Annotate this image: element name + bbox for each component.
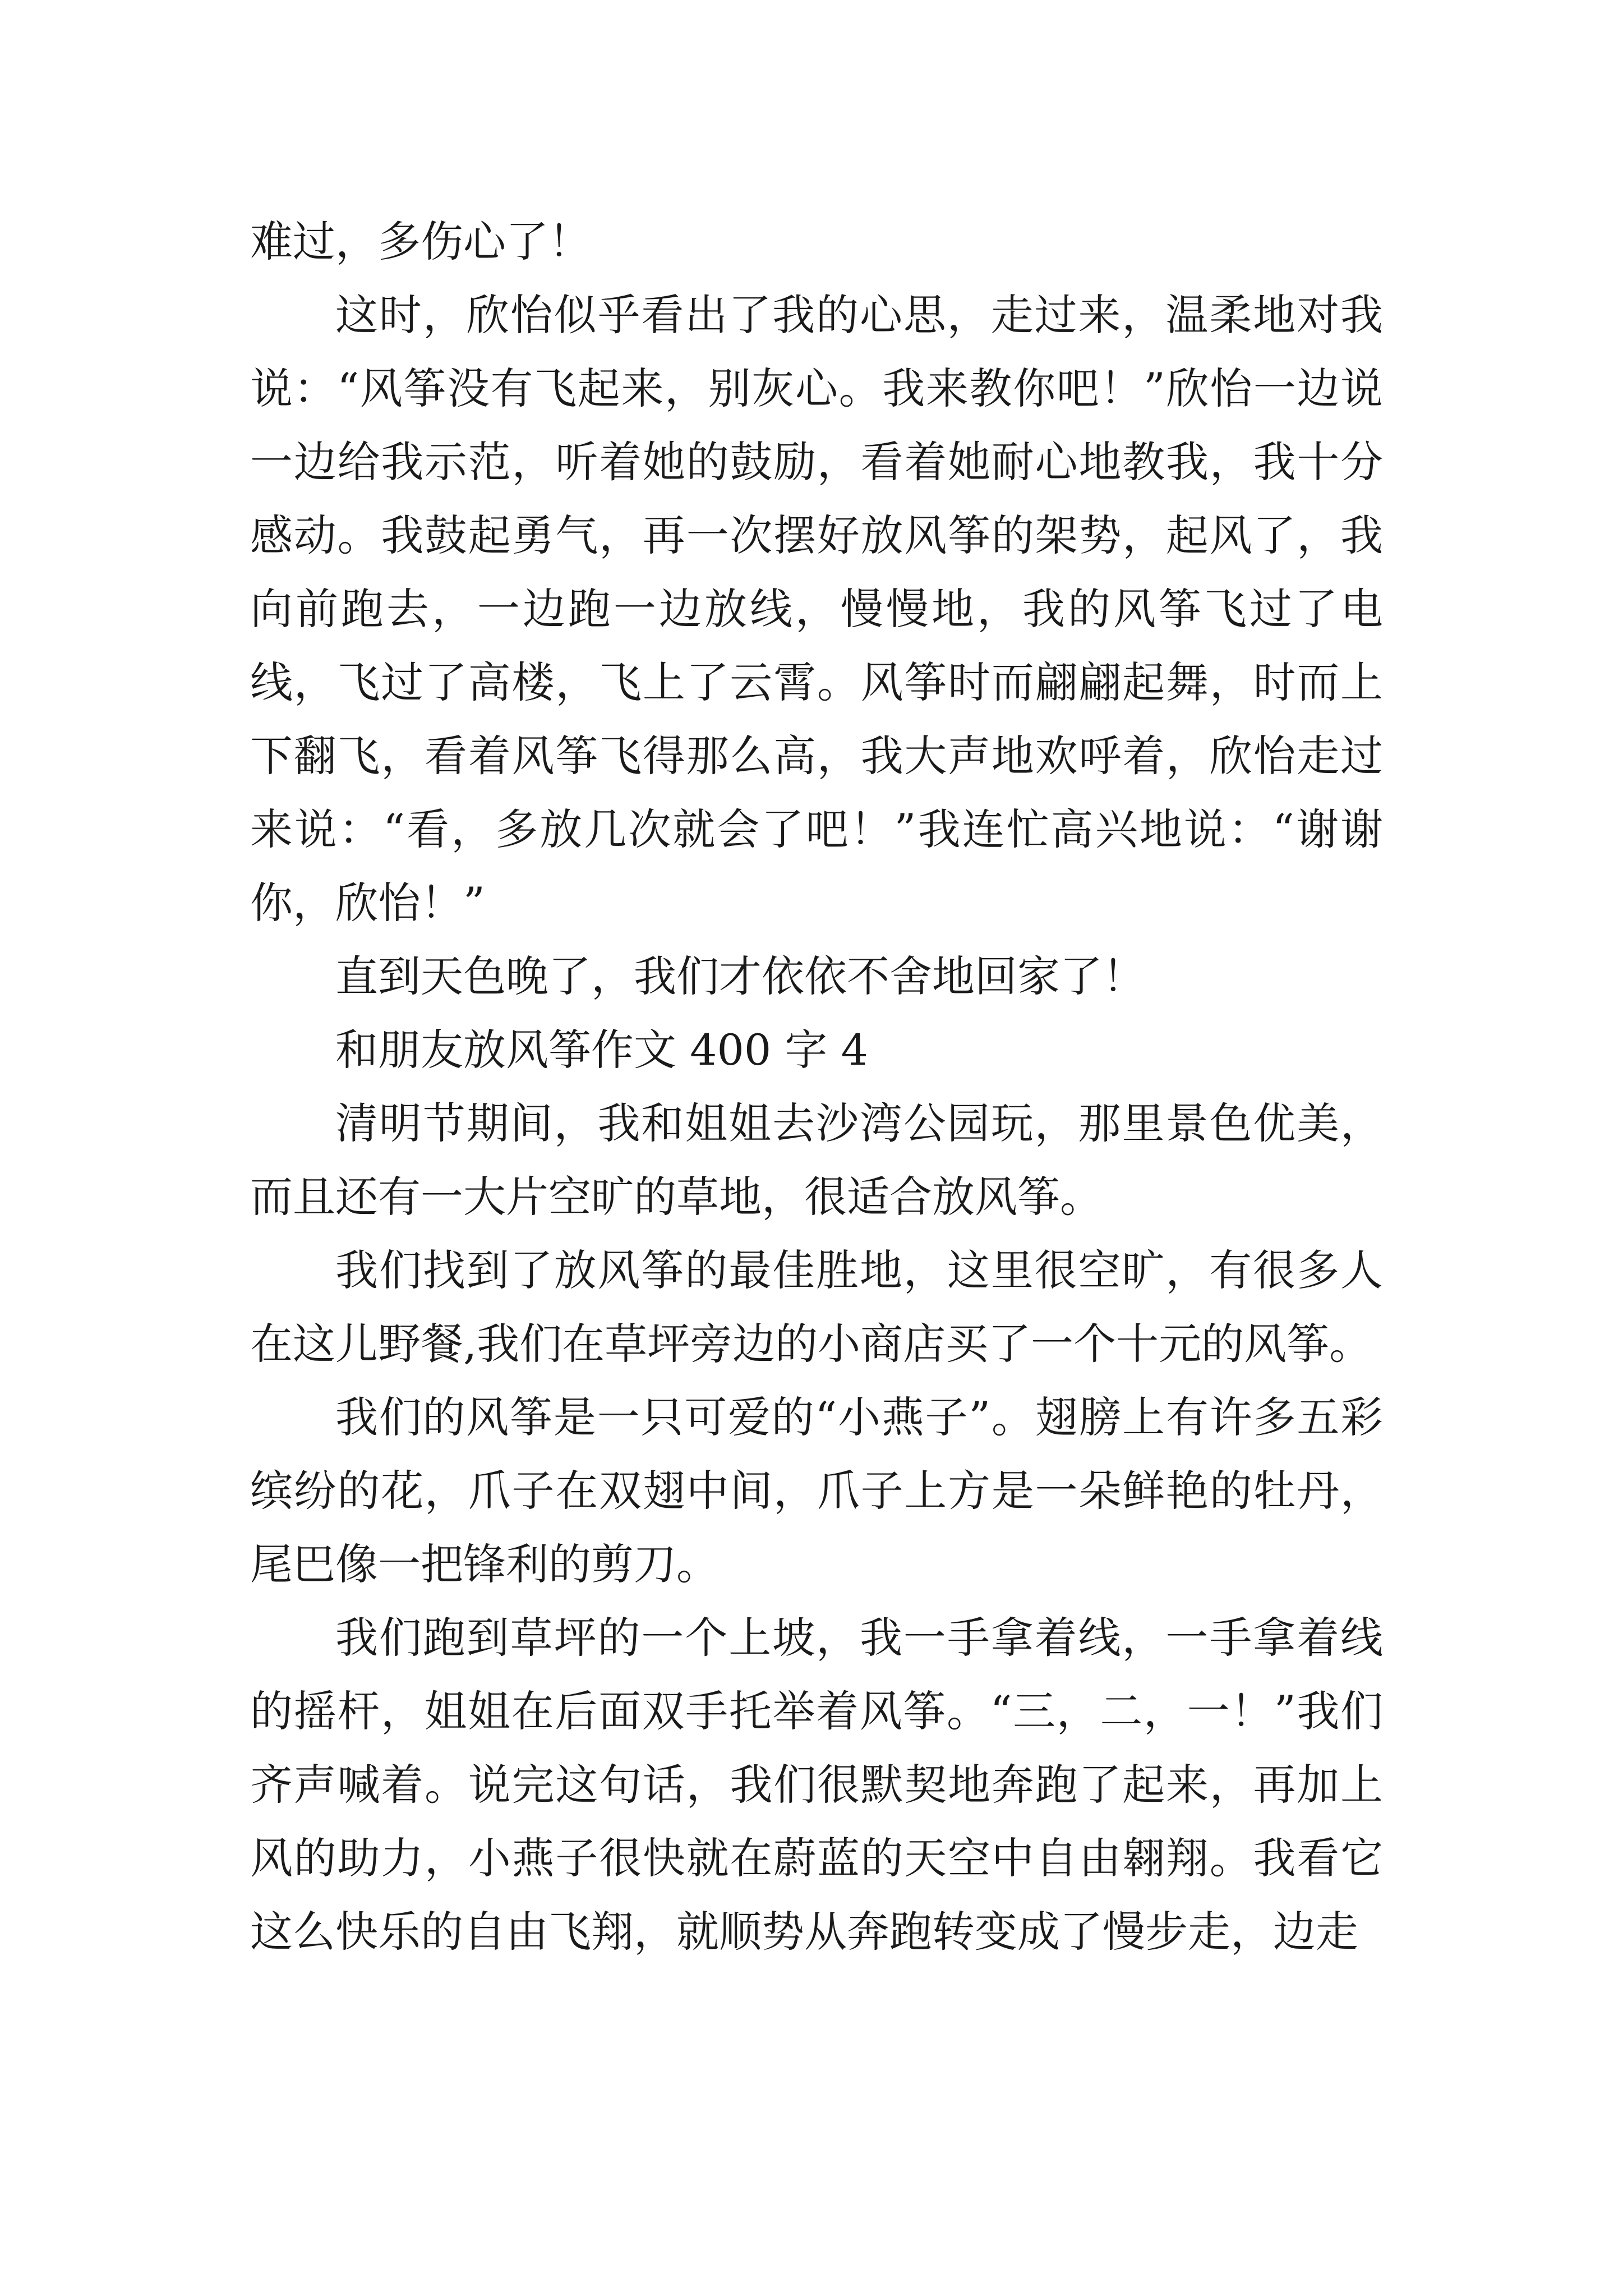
paragraph-kite-spot: 我们找到了放风筝的最佳胜地，这里很空旷，有很多人在这儿野餐,我们在草坪旁边的小商店买了一个十元的风筝。 [250,1245,1383,1369]
essay-heading: 和朋友放风筝作文 400 字 4 [335,1025,868,1075]
paragraph-swallow-kite: 我们的风筝是一只可爱的“小燕子”。翅膀上有许多五彩缤纷的花，爪子在双翅中间，爪子上方是一朵鲜艳的牡丹，尾巴像一把锋利的剪刀。 [250,1392,1383,1589]
paragraph-flying: 我们跑到草坪的一个上坡，我一手拿着线，一手拿着线的摇杆，姐姐在后面双手托举着风筝。“三，二，一！”我们齐声喊着。说完这句话，我们很默契地奔跑了起来，再加上风的助力，小燕子很快就在蔚蓝的天空中自由翱翔。我看它这么快乐的自由飞翔，就顺势从奔跑转变成了慢步走，边走 [250,1613,1383,1957]
paragraph-continuation: 难过，多伤心了！ [250,217,591,266]
paragraph-qingming: 清明节期间，我和姐姐去沙湾公园玩，那里景色优美，而且还有一大片空旷的草地，很适合放风筝。 [250,1098,1383,1222]
paragraph-xinyi-teaching: 这时，欣怡似乎看出了我的心思，走过来，温柔地对我说：“风筝没有飞起来，别灰心。我来教你吧！”欣怡一边说一边给我示范，听着她的鼓励，看着她耐心地教我，我十分感动。我鼓起勇气，再一次摆好放风筝的架势，起风了，我向前跑去，一边跑一边放线，慢慢地，我的风筝飞过了电线，飞过了高楼，飞上了云霄。风筝时而翩翩起舞，时而上下翻飞，看着风筝飞得那么高，我大声地欢呼着，欣怡走过来说：“看，多放几次就会了吧！”我连忙高兴地说：“谢谢你，欣怡！” [250,290,1383,928]
paragraph-going-home: 直到天色晚了，我们才依依不舍地回家了！ [335,951,1145,1001]
essay-body [250,205,1383,1968]
